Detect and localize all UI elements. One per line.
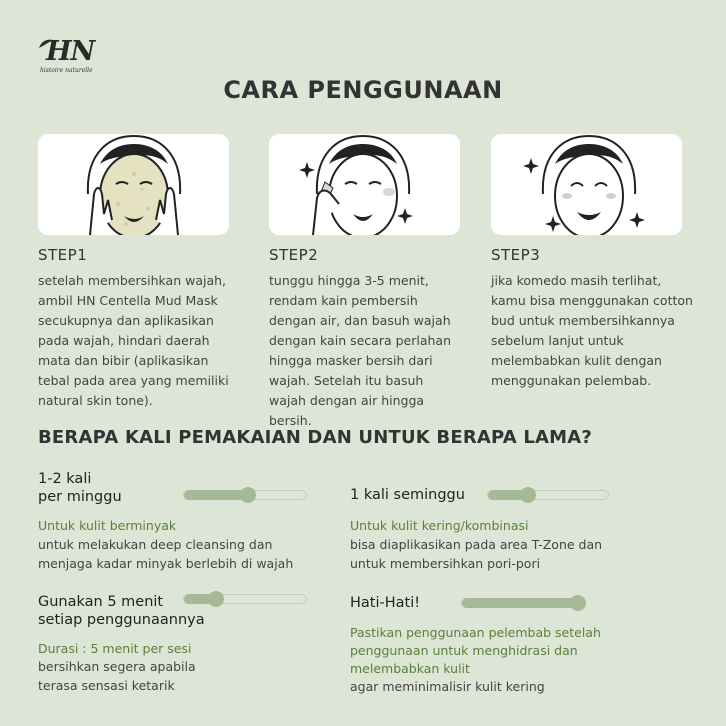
usage1-desc-line1: untuk melakukan deep cleansing dan (38, 537, 273, 552)
step1-label: STEP1 (38, 246, 88, 264)
usage4-green-line3: melembabkan kulit (350, 661, 470, 676)
usage1-desc (38, 535, 293, 573)
usage1-desc-line2: menjaga kadar minyak berlebih di wajah (38, 556, 294, 571)
usage3-heading-line1: Gunakan 5 menit (38, 594, 164, 610)
face-wiping-cloth-icon (269, 134, 460, 235)
usage2-desc-line1: bisa diaplikasikan pada area T-Zone dan (350, 537, 603, 552)
step2-label: STEP2 (269, 246, 319, 264)
usage1-slider-knob (240, 487, 256, 503)
step1-text: setelah membersihkan wajah, ambil HN Centella Mud Mask secukupnya dan aplikasikan pada wajah, hindari daerah mata dan bibir (aplikasikan tebal pada area yang memiliki natural skin tone). (38, 273, 229, 408)
usage1-heading-line2: per minggu (38, 489, 122, 505)
page-title: CARA PENGGUNAAN (223, 76, 503, 104)
usage2-green: Untuk kulit kering/kombinasi (350, 518, 529, 533)
step3-card (491, 134, 682, 235)
step2-card (269, 134, 460, 235)
usage3-desc (38, 657, 196, 695)
usage3-slider-knob (208, 591, 224, 607)
brand-logo (38, 36, 108, 78)
logo-tagline: histoire naturelle (40, 67, 93, 74)
section-title: BERAPA KALI PEMAKAIAN DAN UNTUK BERAPA LAMA? (38, 427, 593, 448)
usage1-heading (38, 470, 122, 506)
usage3-slider (183, 594, 307, 604)
usage3-heading (38, 593, 205, 629)
usage2-heading: 1 kali seminggu (350, 487, 465, 503)
usage3-green: Durasi : 5 menit per sesi (38, 641, 192, 656)
usage4-slider (461, 598, 585, 608)
usage1-slider-fill (184, 490, 248, 500)
usage4-desc: agar meminimalisir kulit kering (350, 679, 545, 694)
step3-text: jika komedo masih terlihat, kamu bisa menggunakan cotton bud untuk membersihkannya sebelum lanjut untuk melembabkan kulit dengan menggunakan pelembab. (491, 273, 693, 388)
usage3-heading-line2: setiap penggunaannya (38, 612, 205, 628)
step1-card (38, 134, 229, 235)
usage1-slider (183, 490, 307, 500)
usage4-slider-knob (570, 595, 586, 611)
usage1-green: Untuk kulit berminyak (38, 518, 177, 533)
usage2-slider-knob (520, 487, 536, 503)
face-clean-sparkle-icon (491, 134, 682, 235)
usage4-heading: Hati-Hati! (350, 595, 421, 611)
usage2-desc (350, 535, 602, 573)
usage2-desc-line2: untuk membersihkan pori-pori (350, 556, 541, 571)
logo-mark: HN (46, 36, 95, 67)
usage3-desc-line1: bersihkan segera apabila (38, 659, 196, 674)
face-applying-mask-icon (38, 134, 229, 235)
usage4-green-line2: penggunaan untuk menghidrasi dan (350, 643, 578, 658)
usage4-green (350, 624, 601, 678)
usage4-slider-fill (462, 598, 584, 608)
usage1-heading-line1: 1-2 kali (38, 471, 92, 487)
usage3-desc-line2: terasa sensasi ketarik (38, 678, 175, 693)
step2-text: tunggu hingga 3-5 menit, rendam kain pembersih dengan air, dan basuh wajah dengan kain secara perlahan hingga masker bersih dari wajah. Setelah itu basuh wajah dengan air hingga bersih. (269, 273, 451, 428)
usage4-green-line1: Pastikan penggunaan pelembab setelah (350, 625, 601, 640)
step3-label: STEP3 (491, 246, 541, 264)
usage2-slider (487, 490, 609, 500)
